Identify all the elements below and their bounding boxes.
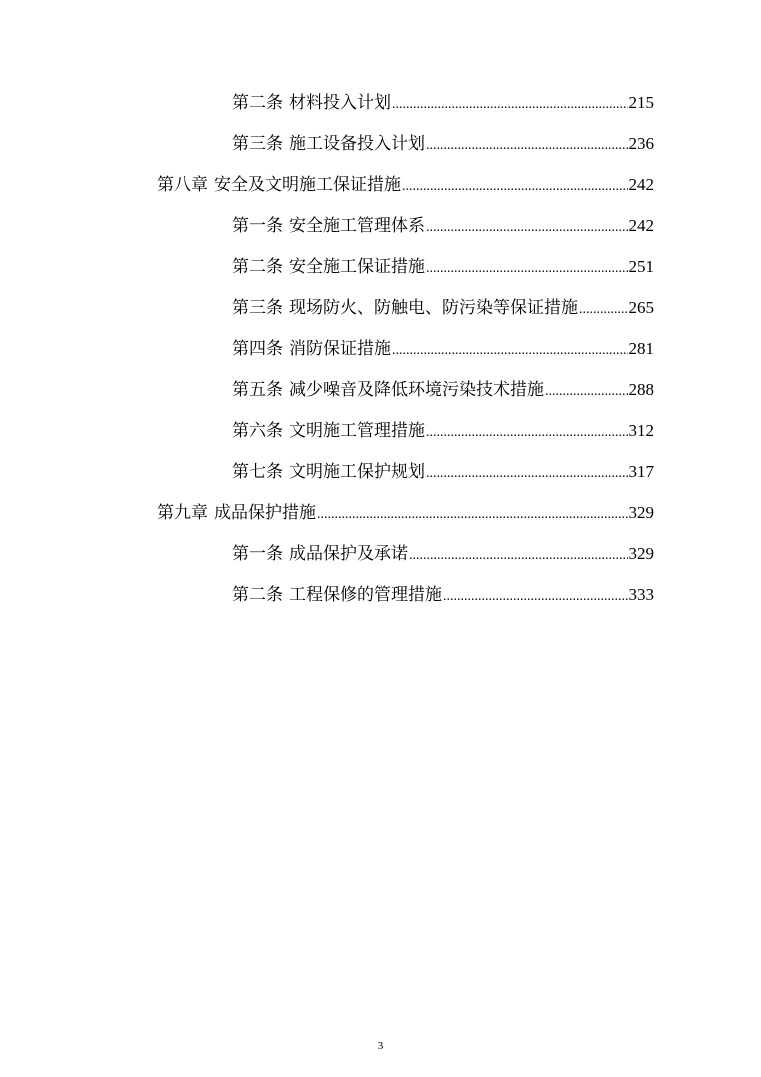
toc-entry[interactable] xyxy=(232,256,654,280)
toc-leader-dots xyxy=(392,340,628,362)
toc-entry[interactable] xyxy=(232,338,654,362)
toc-entry-page: 251 xyxy=(628,257,654,276)
toc-entry[interactable] xyxy=(232,133,654,157)
toc-entry-number: 第二条 xyxy=(232,257,283,276)
toc-entry-title: 成品保护及承诺 xyxy=(289,544,408,563)
toc-entry-title: 安全施工保证措施 xyxy=(289,257,425,276)
toc-entry-number: 第五条 xyxy=(232,380,283,399)
toc-entry-number: 第一条 xyxy=(232,544,283,563)
toc-chapter-title: 安全及文明施工保证措施 xyxy=(214,175,401,194)
toc-entry-title: 减少噪音及降低环境污染技术措施 xyxy=(289,380,544,399)
toc-entry-title: 文明施工保护规划 xyxy=(289,462,425,481)
toc-entry-number: 第一条 xyxy=(232,216,283,235)
toc-entry-title: 安全施工管理体系 xyxy=(289,216,425,235)
toc-entry-page: 242 xyxy=(628,175,654,194)
toc-entry-page: 215 xyxy=(628,93,654,112)
toc-entry-page: 329 xyxy=(628,544,654,563)
toc-entry-number: 第六条 xyxy=(232,421,283,440)
toc-leader-dots xyxy=(426,422,628,444)
page-number: 3 xyxy=(377,1040,384,1052)
toc-entry-title: 消防保证措施 xyxy=(289,339,391,358)
toc-entry-number: 第四条 xyxy=(232,339,283,358)
toc-leader-dots xyxy=(545,381,628,403)
toc-chapter-number: 第八章 xyxy=(157,175,208,194)
toc-entry[interactable] xyxy=(232,461,654,485)
toc-leader-dots xyxy=(317,504,628,526)
toc-chapter-entry[interactable] xyxy=(157,174,654,198)
toc-entry[interactable] xyxy=(232,420,654,444)
toc-entry-page: 333 xyxy=(628,585,654,604)
toc-entry[interactable] xyxy=(232,92,654,116)
toc-entry[interactable] xyxy=(232,297,654,321)
toc-leader-dots xyxy=(426,217,628,239)
toc-entry-page: 242 xyxy=(628,216,654,235)
toc-entry[interactable] xyxy=(232,379,654,403)
toc-entry-page: 312 xyxy=(628,421,654,440)
toc-leader-dots xyxy=(579,299,628,321)
toc-leader-dots xyxy=(426,463,628,485)
toc-leader-dots xyxy=(443,586,628,608)
toc-entry-page: 329 xyxy=(628,503,654,522)
toc-entry-page: 288 xyxy=(628,380,654,399)
toc-leader-dots xyxy=(402,176,628,198)
toc-entry-page: 317 xyxy=(628,462,654,481)
toc-chapter-number: 第九章 xyxy=(157,503,208,522)
toc-chapter-entry[interactable] xyxy=(157,502,654,526)
toc-entry[interactable] xyxy=(232,215,654,239)
toc-leader-dots xyxy=(426,135,628,157)
toc-entry-title: 工程保修的管理措施 xyxy=(289,585,442,604)
toc-entry-number: 第二条 xyxy=(232,93,283,112)
toc-entry-page: 236 xyxy=(628,134,654,153)
toc-entry-number: 第三条 xyxy=(232,134,283,153)
toc-entry[interactable] xyxy=(232,584,654,608)
toc-entry-title: 文明施工管理措施 xyxy=(289,421,425,440)
toc-entry-title: 施工设备投入计划 xyxy=(289,134,425,153)
toc-entry-title: 材料投入计划 xyxy=(289,93,391,112)
toc-entry-number: 第七条 xyxy=(232,462,283,481)
toc-leader-dots xyxy=(426,258,628,280)
toc-entry-title: 现场防火、防触电、防污染等保证措施 xyxy=(289,298,578,317)
toc-leader-dots xyxy=(392,94,628,116)
toc-chapter-title: 成品保护措施 xyxy=(214,503,316,522)
toc-entry-page: 281 xyxy=(628,339,654,358)
toc-entry-number: 第三条 xyxy=(232,298,283,317)
toc-entry[interactable] xyxy=(232,543,654,567)
toc-leader-dots xyxy=(409,545,628,567)
toc-entry-page: 265 xyxy=(628,298,654,317)
toc-entry-number: 第二条 xyxy=(232,585,283,604)
